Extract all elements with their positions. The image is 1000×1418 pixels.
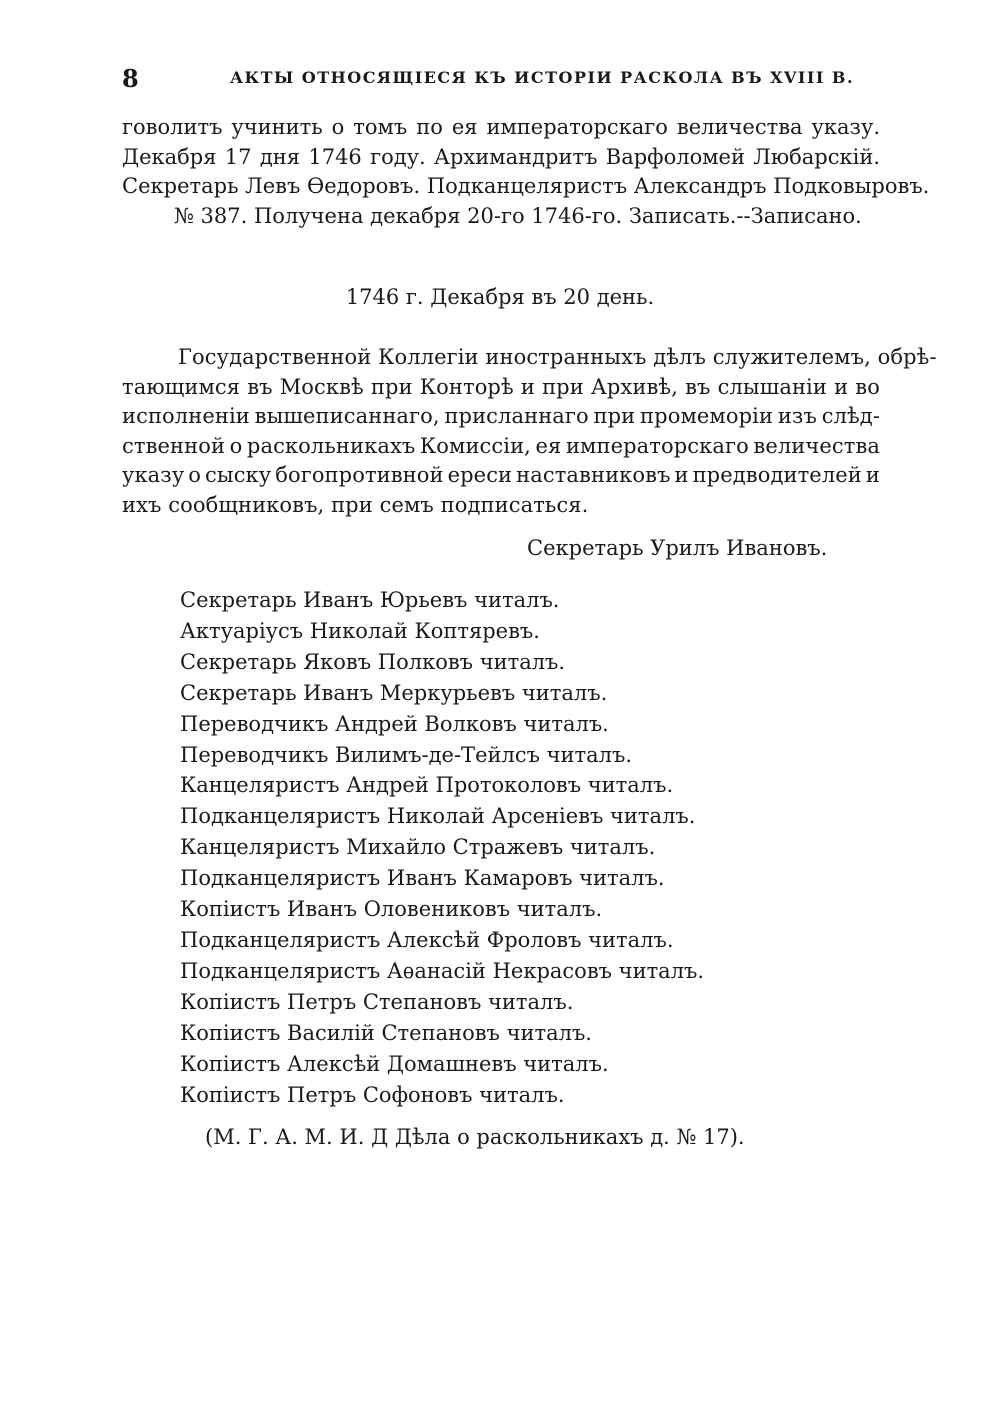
running-title: АКТЫ ОТНОСЯЩІЕСЯ КЪ ИСТОРІИ РАСКОЛА ВЪ XVIII В. xyxy=(230,68,855,87)
paragraph-body xyxy=(122,343,937,520)
signature-item: Подканцеляристъ Аѳанасій Некрасовъ читалъ. xyxy=(180,958,705,983)
signature-item: Подканцеляристъ Иванъ Камаровъ читалъ. xyxy=(180,866,665,891)
signature-item: Секретарь Иванъ Меркурьевъ читалъ. xyxy=(180,680,608,705)
source-reference: (М. Г. А. М. И. Д Дѣла о раскольникахъ д. № 17). xyxy=(205,1125,745,1149)
signature-item: Переводчикъ Вилимъ-де-Тейлсъ читалъ. xyxy=(180,742,633,767)
page-header xyxy=(122,64,880,94)
signature-item: Переводчикъ Андрей Волковъ читалъ. xyxy=(180,711,609,736)
signature-item: Подканцеляристъ Николай Арсеніевъ читалъ. xyxy=(180,804,696,829)
text-line: Секретарь Левъ Ѳедоровъ. Подканцеляристъ Александръ Подковыровъ. xyxy=(122,174,930,198)
text-line: ственной о раскольникахъ Комиссіи, ея императорскаго величества xyxy=(122,433,881,458)
text-line: № 387. Получена декабря 20-го 1746-го. Записать.--Записано. xyxy=(174,203,862,228)
text-line: ихъ сообщниковъ, при семъ подписаться. xyxy=(122,492,589,517)
text-line: указу о сыску богопротивной ереси наставниковъ и предводителей и xyxy=(122,463,880,487)
text-line: Декабря 17 дня 1746 году. Архимандритъ Варфоломей Любарскій. xyxy=(122,144,880,169)
signature-item: Подканцеляристъ Алексѣй Фроловъ читалъ. xyxy=(180,927,674,952)
date-heading: 1746 г. Декабря въ 20 день. xyxy=(345,285,655,309)
text-line: говолитъ учинить о томъ по ея императорскаго величества указу. xyxy=(122,115,881,139)
signature-item: Канцеляристъ Михайло Стражевъ читалъ. xyxy=(180,835,656,860)
text-line: Государственной Коллегіи иностранныхъ дѣлъ служителемъ, обрѣ- xyxy=(178,345,937,369)
signature-item: Канцеляристъ Андрей Протоколовъ читалъ. xyxy=(180,773,674,798)
signature-item: Копіистъ Петръ Степановъ читалъ. xyxy=(180,989,574,1014)
signature-item: Секретарь Яковъ Полковъ читалъ. xyxy=(180,649,566,674)
signature-item: Копіистъ Петръ Софоновъ читалъ. xyxy=(180,1082,565,1107)
signature-item: Актуаріусъ Николай Коптяревъ. xyxy=(180,618,540,643)
page-number: 8 xyxy=(122,64,139,93)
signature-item: Секретарь Иванъ Юрьевъ читалъ. xyxy=(180,588,560,612)
secretary-signature: Секретарь Урилъ Ивановъ. xyxy=(527,536,828,560)
text-line: тающимся въ Москвѣ при Конторѣ и при Архивѣ, въ слышаніи и во xyxy=(122,374,880,399)
text-line: исполненіи вышеписаннаго, присланнаго при промеморіи изъ слѣд- xyxy=(122,404,881,428)
paragraph-continuation xyxy=(122,113,930,231)
signatures-list xyxy=(180,585,704,1110)
signature-item: Копіистъ Василій Степановъ читалъ. xyxy=(180,1020,592,1045)
signature-item: Копіистъ Иванъ Оловениковъ читалъ. xyxy=(180,897,603,922)
signature-item: Копіистъ Алексѣй Домашневъ читалъ. xyxy=(180,1051,609,1076)
